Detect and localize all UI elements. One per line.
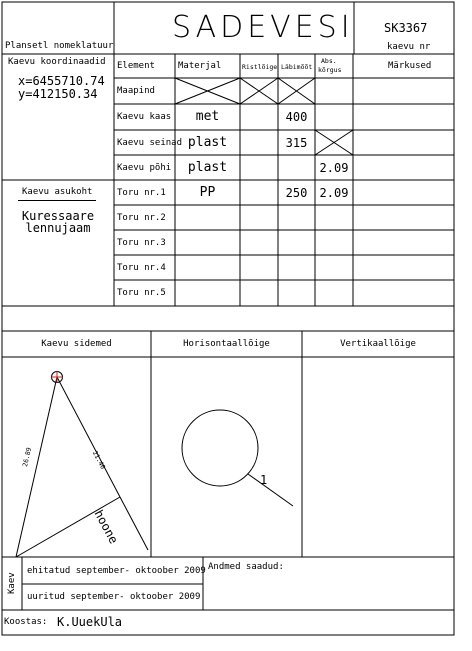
col-header-material: Materjal xyxy=(178,61,222,71)
page-title: SADEVESI xyxy=(172,10,354,45)
footer-surveyed: uuritud september- oktoober 2009 xyxy=(27,592,201,602)
well-code-label: kaevu nr xyxy=(387,42,431,52)
row-diameter-5: 250 xyxy=(285,186,308,200)
col-header-element: Element xyxy=(117,61,155,71)
row-element-8: Toru nr.4 xyxy=(117,263,166,273)
coordinate-y: y=412150.34 xyxy=(18,87,98,101)
location-line1: Kuressaare xyxy=(21,209,95,223)
row-element-9: Toru nr.5 xyxy=(117,288,166,298)
building-label: hoone xyxy=(91,507,121,546)
location-line2: lennujaam xyxy=(25,221,91,235)
col-header-notes: Märkused xyxy=(388,61,432,71)
row-element-7: Toru nr.3 xyxy=(117,238,166,248)
row-abs-5: 2.09 xyxy=(319,186,349,200)
coordinate-x: x=6455710.74 xyxy=(18,74,105,88)
pipe-line xyxy=(248,474,293,506)
nomenclature-label: Plansetl nomeklatuur xyxy=(5,41,114,51)
row-diameter-3: 315 xyxy=(285,136,308,150)
footer-author-label: Koostas: xyxy=(4,617,48,627)
footer-built: ehitatud september- oktoober 2009 xyxy=(27,566,206,576)
row-element-2: Kaevu kaas xyxy=(117,112,172,122)
link-line-left xyxy=(16,377,57,557)
section-links-title: Kaevu sidemed xyxy=(41,339,112,349)
col-header-cross: Ristlõige xyxy=(242,63,278,71)
distance-right-label: 21.40 xyxy=(90,449,108,471)
row-element-4: Kaevu põhi xyxy=(117,163,172,173)
pipe-number-label: 1 xyxy=(260,473,268,487)
col-header-abs-2: kõrgus xyxy=(318,66,342,74)
row-element-6: Toru nr.2 xyxy=(117,213,166,223)
row-abs-4: 2.09 xyxy=(319,161,349,175)
row-material-2: met xyxy=(195,109,220,124)
row-element-3: Kaevu seinad xyxy=(117,138,183,148)
row-material-4: plast xyxy=(187,160,228,175)
coordinates-label: Kaevu koordinaadid xyxy=(8,57,106,67)
row-material-3: plast xyxy=(187,135,228,150)
footer-data-label: Andmed saadud: xyxy=(208,562,284,572)
col-header-abs-1: Abs. xyxy=(321,57,337,65)
row-material-5: PP xyxy=(199,185,216,200)
footer-author: K.UuekUla xyxy=(57,615,123,629)
row-element-1: Maapind xyxy=(117,86,155,96)
row-diameter-2: 400 xyxy=(285,110,308,124)
building-wall xyxy=(120,497,148,550)
row-element-5: Toru nr.1 xyxy=(117,188,166,198)
link-line-right xyxy=(57,377,120,497)
col-header-diameter: Läbimõõt xyxy=(281,63,313,71)
footer-side-label: Kaev xyxy=(7,572,17,594)
distance-left-label: 26.89 xyxy=(21,446,34,468)
section-horizontal-title: Horisontaallõige xyxy=(183,339,270,349)
location-underline xyxy=(18,200,96,201)
location-label: Kaevu asukoht xyxy=(22,187,93,197)
well-code: SK3367 xyxy=(384,21,428,35)
manhole-section-circle xyxy=(182,410,258,486)
section-vertical-title: Vertikaallõige xyxy=(340,339,416,349)
